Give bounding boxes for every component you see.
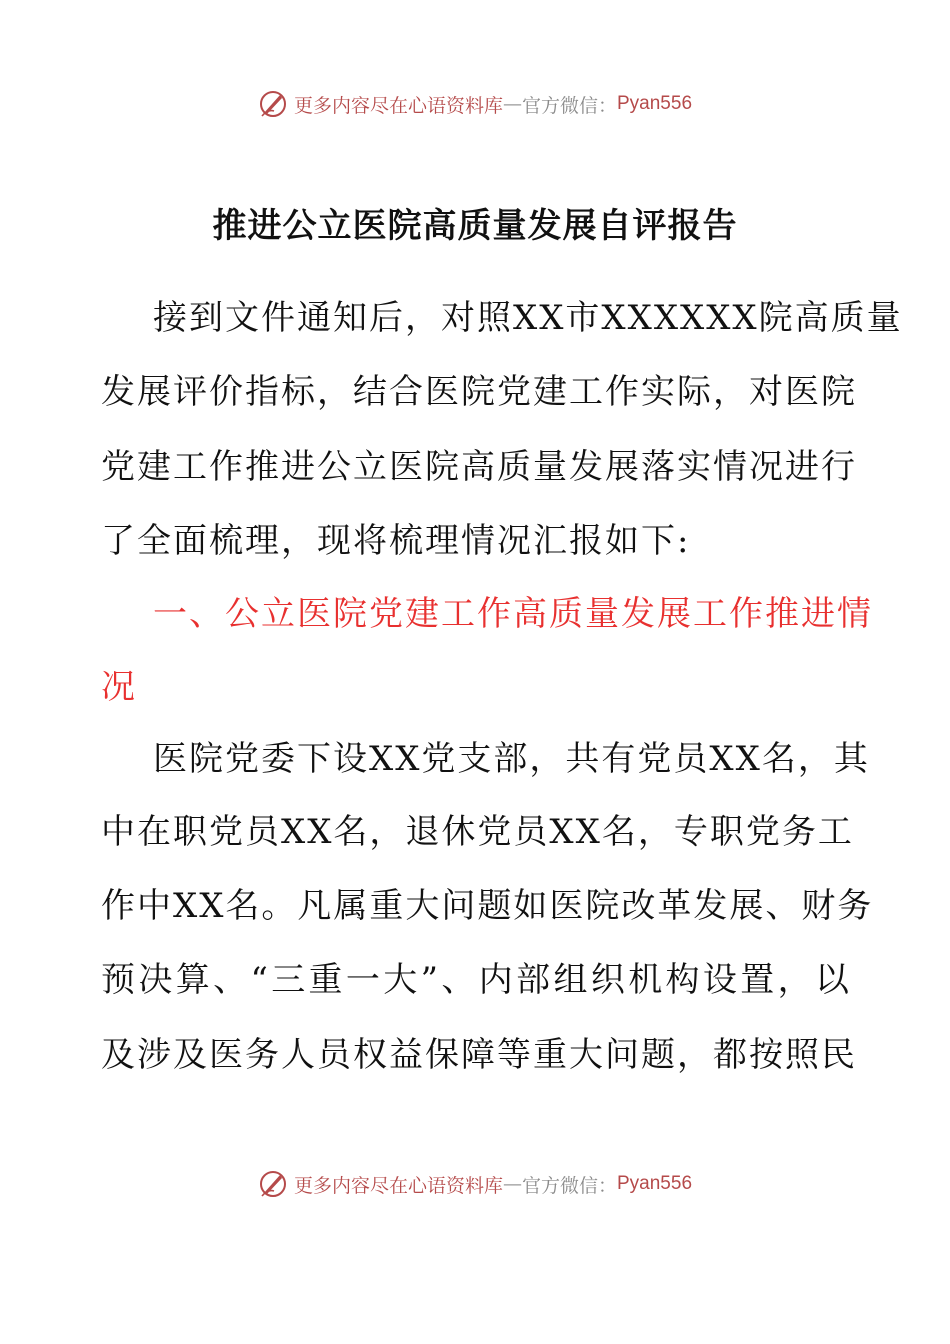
banner-wechat-label: 官方微信：	[521, 94, 617, 117]
paragraph1-line: 发展评价指标，结合医院党建工作实际，对医院	[101, 372, 857, 412]
banner-wechat-id: Pyan556	[617, 1173, 693, 1194]
quill-logo-icon	[258, 89, 288, 119]
paragraph2-line: 作中XX名。凡属重大问题如医院改革发展、财务	[101, 886, 874, 926]
banner-wechat-id: Pyan556	[617, 93, 693, 114]
paragraph2-line: 中在职党员XX名，退休党员XX名，专职党务工	[101, 812, 854, 852]
paragraph1-line: 接到文件通知后，对照XX市XXXXXX院高质量	[153, 298, 903, 338]
paragraph2-line: 及涉及医务人员权益保障等重大问题，都按照民	[101, 1035, 857, 1075]
banner-separator: —	[502, 93, 522, 115]
banner-text: 更多内容尽在心语资料库	[293, 94, 503, 117]
banner-wechat-label: 官方微信：	[521, 1174, 617, 1197]
banner-separator: —	[502, 1173, 522, 1195]
section-heading-line: 一、公立医院党建工作高质量发展工作推进情	[153, 594, 873, 634]
document-title: 推进公立医院高质量发展自评报告	[212, 206, 738, 246]
quill-logo-icon	[258, 1169, 288, 1199]
paragraph2-line: 预决算、“三重一大”、内部组织机构设置，以	[101, 960, 851, 1000]
paragraph2-line: 医院党委下设XX党支部，共有党员XX名，其	[153, 739, 870, 779]
banner-text: 更多内容尽在心语资料库	[293, 1174, 503, 1197]
header-banner	[0, 84, 950, 124]
footer-banner	[0, 1164, 950, 1204]
paragraph1-line: 了全面梳理，现将梳理情况汇报如下:	[101, 521, 691, 561]
paragraph1-line: 党建工作推进公立医院高质量发展落实情况进行	[101, 447, 857, 487]
section-heading-line: 况	[101, 667, 137, 707]
